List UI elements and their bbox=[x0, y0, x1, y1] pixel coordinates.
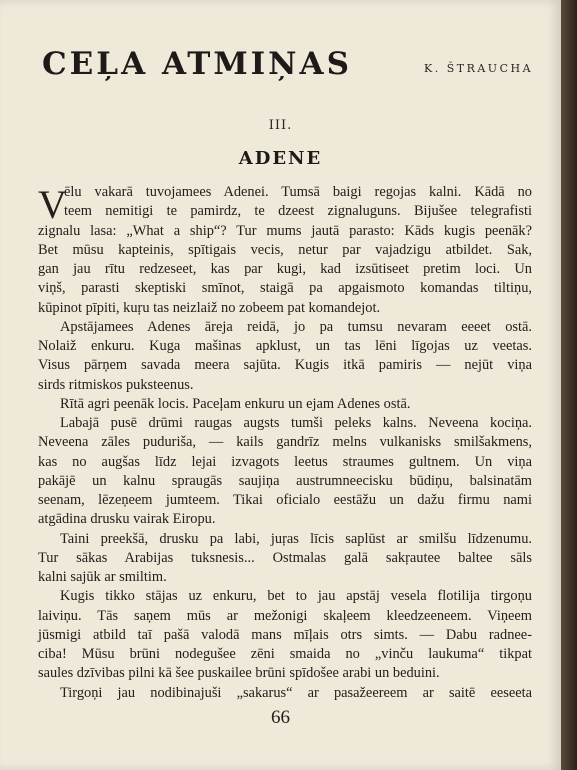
text-line: Labajā pusē drūmi raugas augsts tumši peleks kalns. Neveena kociņa. bbox=[60, 415, 532, 431]
text-line: jūsmigi atbild taī pašā valodā mans mīļais otrs simts. — Dabu radnee- bbox=[38, 626, 532, 643]
text-line: Bet mūsu kapteinis, spītigais vecis, netur par vajadzigu atbildet. Sak, bbox=[38, 241, 532, 258]
text-line: Nolaiž enkuru. Kuga mašinas apklust, un tas lēni līgojas uz veetas. bbox=[38, 338, 532, 354]
chapter-title: ADENE bbox=[238, 148, 323, 169]
text-line: seenam, lēzeņeem jumteem. Tikai oficialo eestāžu un dažu firmu nami bbox=[38, 492, 532, 508]
text-line: Visus pārņem savada meera sajūta. Kugis itkā pamiris — nejūt viņa bbox=[38, 357, 532, 374]
chapter-number: III. bbox=[268, 118, 293, 133]
body-text bbox=[38, 183, 532, 703]
text-line: Tirgoņi jau nodibinajuši „sakarus“ ar pasažeereem ar saitē eeseeta bbox=[60, 684, 532, 701]
text-line: kalni sajūk ar smiltim. bbox=[38, 569, 167, 585]
text-line: Tur sākas Arabijas tuksnesis... Ostmalas galā sakŗautee baltee sāls bbox=[38, 549, 532, 566]
text-line: Kugis tikko stājas uz enkuru, bet to jau apstāj vesela flotilija tirgoņu bbox=[60, 588, 532, 605]
text-line: zignalu lasa: „What a ship“? Tur mums jautā parasto: Kāds kugis peenāk? bbox=[38, 222, 532, 239]
text-line: laiviņu. Tās saņem mūs ar mežonigi skaļeem kleedzeeneem. Viņeem bbox=[38, 607, 532, 624]
text-line: Taini preekšā, drusku pa labi, juŗas līcis saplūst ar smilšu līdzenumu. bbox=[60, 530, 532, 547]
text-line: atgādina drusku vairak Eiropu. bbox=[38, 511, 216, 528]
text-line: Apstājamees Adenes āreja reidā, jo pa tumsu nevaram eeeet ostā. bbox=[60, 318, 532, 335]
drop-cap: V bbox=[38, 182, 67, 227]
page-number: 66 bbox=[271, 707, 290, 728]
text-line: sirds ritmiskos puksteenus. bbox=[38, 376, 194, 393]
page-edge bbox=[561, 0, 577, 770]
text-line: kas no augšas līdz lejai izvagots leetus straumes gultnem. Un viņa bbox=[38, 453, 532, 470]
text-line: saules dzīvibas pilni kā šee puskailee brūni spīdošee arabi un beduini. bbox=[38, 665, 440, 682]
text-line: viņš, parasti skeptiski smīnot, staigā pa apgaismoto komandas tiltiņu, bbox=[38, 280, 532, 297]
text-line: Rītā agri peenāk locis. Paceļam enkuru un ejam Adenes ostā. bbox=[60, 395, 411, 412]
text-line: Neveena zāles puduriša, — kails gandrīz melns vulkanisks smilšakmens, bbox=[38, 434, 532, 451]
text-line: teem nemitigi te pamirdz, te dzeest zignaluguns. Bijušee telegrafisti bbox=[64, 203, 532, 220]
text-line: kūpinot pīpiti, kuŗu tas neizlaiž no zobeem pat komandejot. bbox=[38, 299, 381, 316]
text-line: ciba! Mūsu brūni nodegušee zēni smaida no „vinču laukuma“ tikpat bbox=[38, 646, 532, 662]
text-line: pakājē un kalnu spraugās saujiņa austrumneecisku būdiņu, balsinatām bbox=[38, 472, 532, 489]
running-title: CEĻA ATMIŅAS bbox=[42, 46, 352, 82]
running-author: K. ŠTRAUCHA bbox=[424, 62, 534, 75]
text-line: ēlu vakarā tuvojamees Adenei. Tumsā baigi regojas kalni. Kādā no bbox=[64, 184, 532, 200]
text-line: gan jau rītu redzeseet, kas par kugi, kad izsūtiseet pretim loci. Un bbox=[38, 261, 532, 277]
